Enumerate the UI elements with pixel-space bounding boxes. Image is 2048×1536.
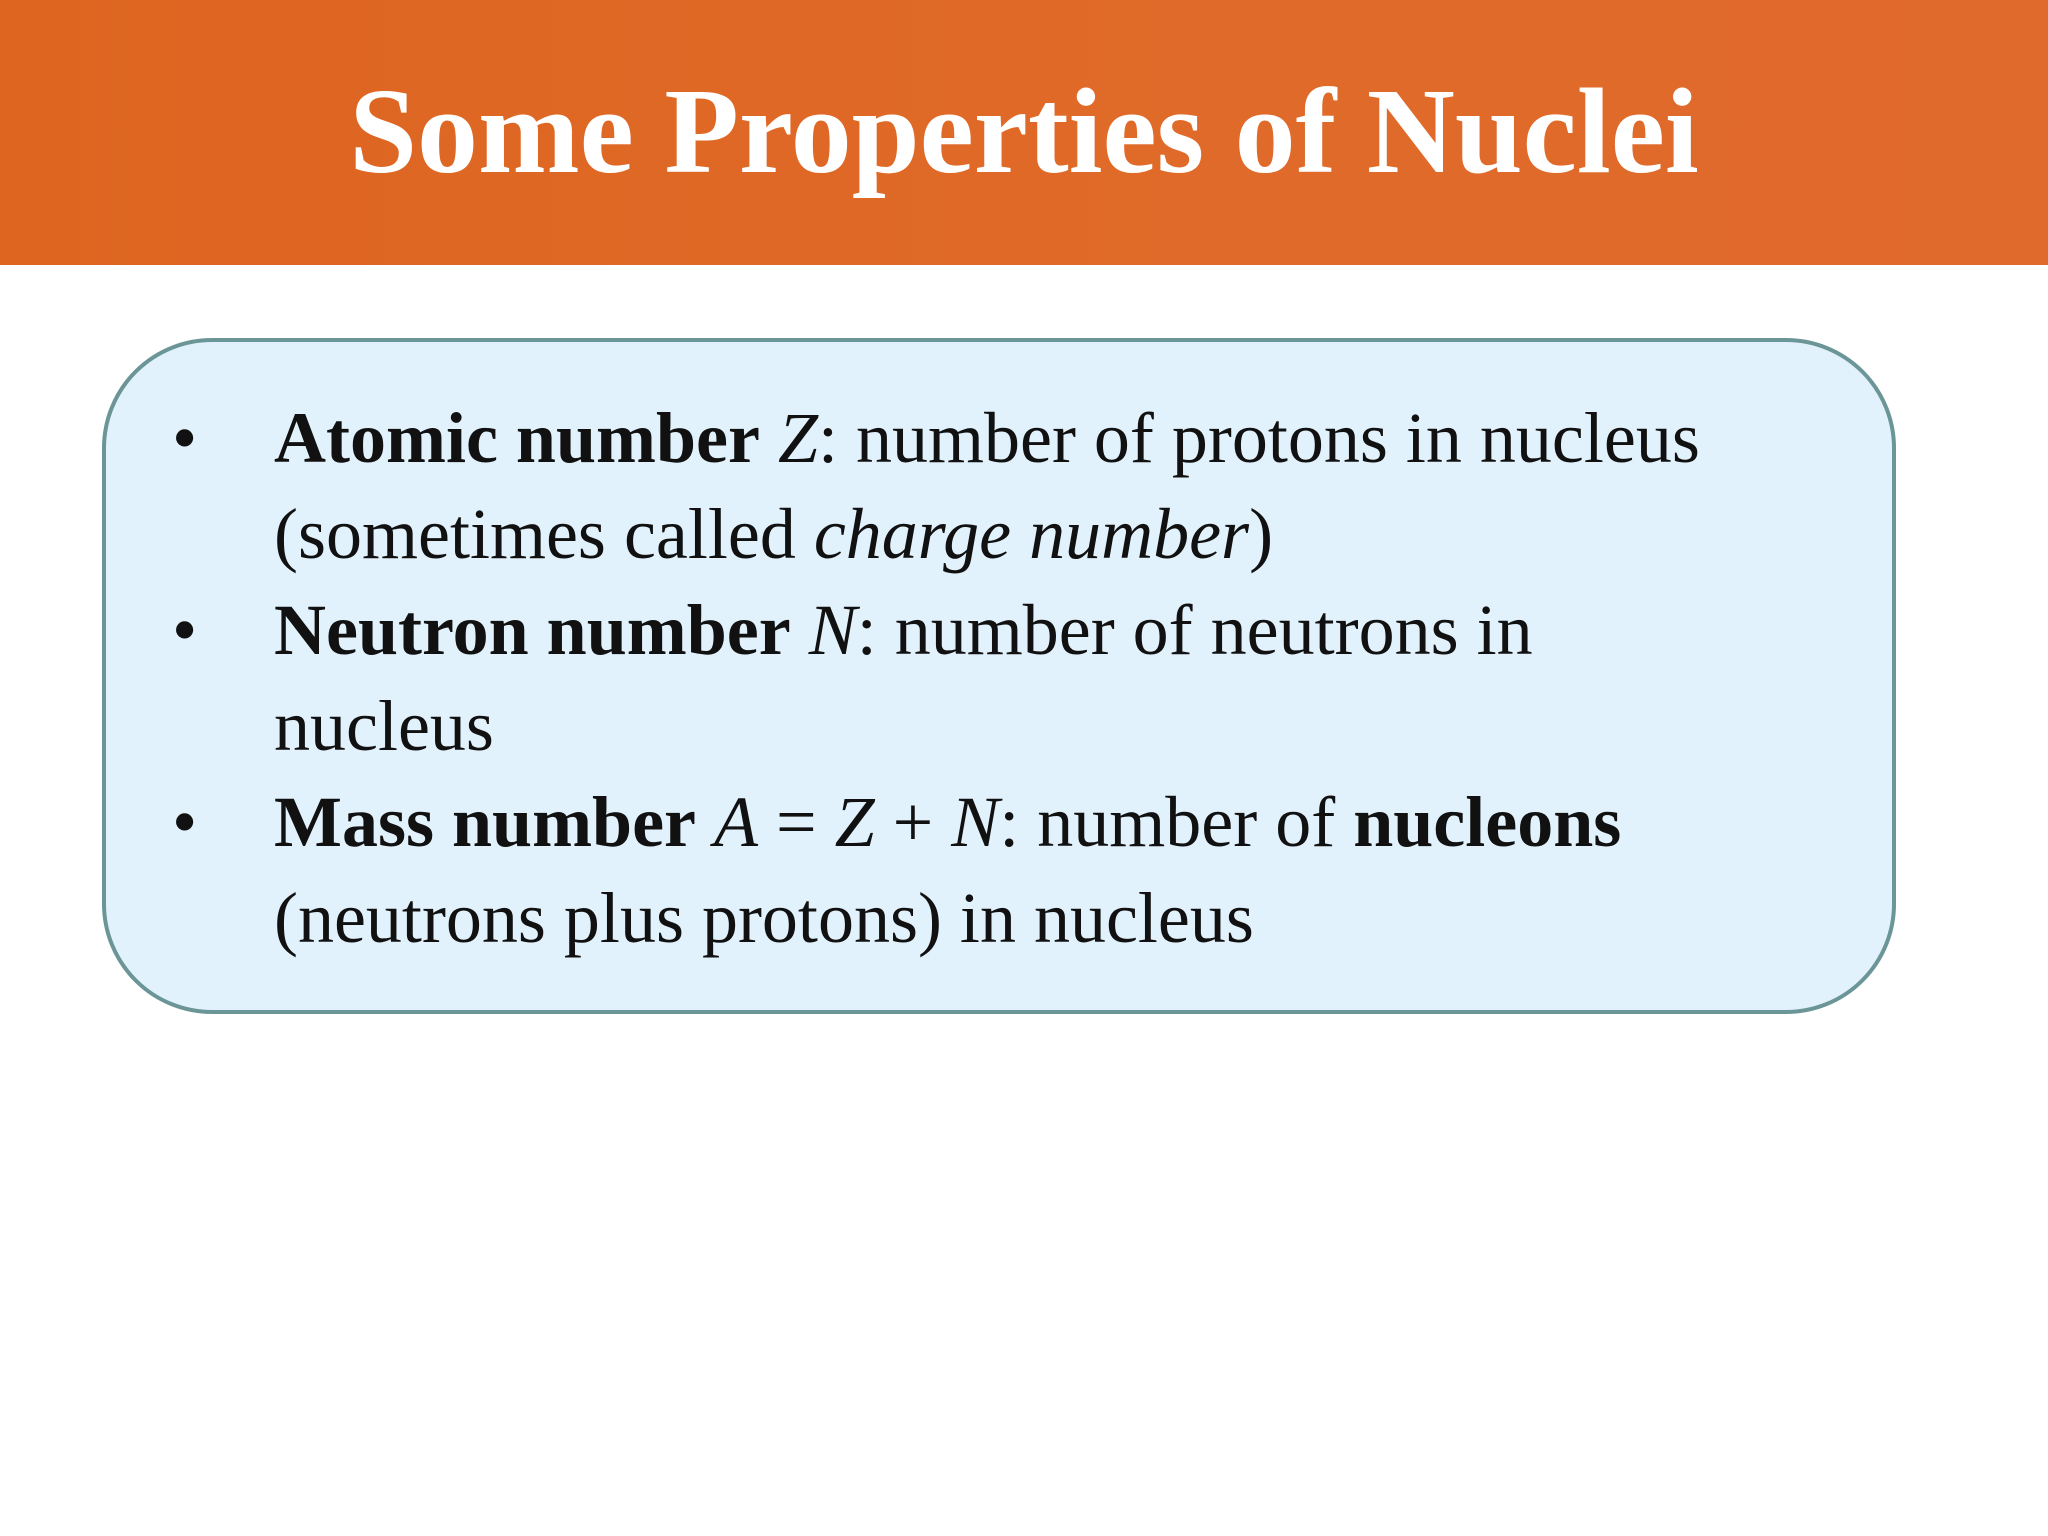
bullet-text [274, 390, 1874, 582]
term-neutron-number: Neutron number [274, 590, 791, 670]
definition-text: ) [1249, 494, 1274, 574]
bullet-text [274, 582, 1874, 774]
equals-sign: = [758, 782, 835, 862]
plus-sign: + [874, 782, 952, 862]
definition-text: : number of neutrons in [856, 590, 1533, 670]
variable-a: A [714, 782, 758, 862]
definition-text: nucleus [274, 686, 494, 766]
slide-title: Some Properties of Nuclei [349, 64, 1699, 199]
variable-n: N [808, 590, 857, 670]
variable-z: Z [834, 782, 875, 862]
variable-n: N [951, 782, 1000, 862]
term-mass-number: Mass number [274, 782, 697, 862]
bullet-icon: • [172, 782, 198, 862]
bullet-text [274, 774, 1874, 966]
emphasis-charge-number: charge number [813, 494, 1250, 574]
definition-text: : number of [999, 782, 1354, 862]
term-nucleons: nucleons [1353, 782, 1622, 862]
variable-z: Z [777, 398, 818, 478]
definition-text: (neutrons plus protons) in nucleus [274, 878, 1254, 958]
title-bar [0, 0, 2048, 265]
definition-text: (sometimes called [274, 494, 814, 574]
bullet-icon: • [172, 398, 198, 478]
definition-text: : number of protons in nucleus [817, 398, 1700, 478]
term-atomic-number: Atomic number [274, 398, 760, 478]
bullet-icon: • [172, 590, 198, 670]
